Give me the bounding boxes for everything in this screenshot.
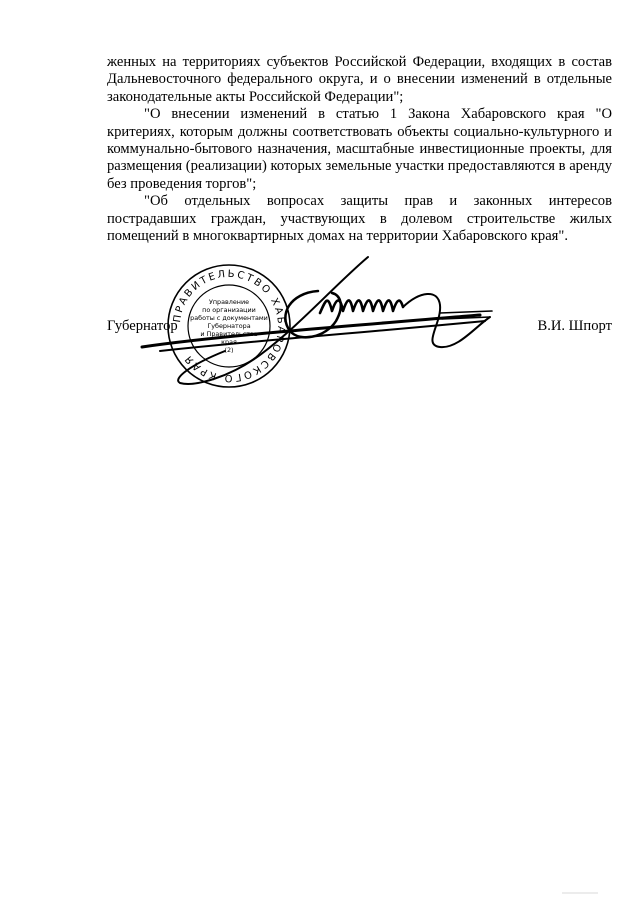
signatory-name: В.И. Шпорт [537,318,612,334]
stamp-line: и Правительства [200,330,258,338]
handwritten-signature [140,255,495,395]
stamp-line: (2) [224,346,234,354]
paragraph-law-amendment: "О внесении изменений в статью 1 Закона Хабаровского края "О критериях, которым должны соответствовать объекты социально-культурного и коммунально-бытового назначения, масштабные инвестиционные проекты, для размещения (реализации) которых земельные участки предоставляются в аренду без проведения торгов"; [107,106,612,192]
scan-artifact [562,891,598,895]
stamp-line: края [221,338,237,346]
stamp-line: Губернатора [207,322,251,330]
stamp-line: Управление [208,298,250,306]
signatory-title: Губернатор [107,318,178,334]
stamp-line: по организации [202,306,256,314]
document-body [107,54,612,245]
paragraph-continuation: женных на территориях субъектов Российской Федерации, входящих в состав Дальневосточного федерального округа, и о внесении изменений в отдельные законодательные акты Российской Федерации"; [107,54,612,105]
stamp-line: работы с документами [190,314,268,322]
paragraph-shared-construction: "Об отдельных вопросах защиты прав и законных интересов пострадавших граждан, участвующих в долевом строительстве жилых помещений в многоквартирных домах на территории Хабаровского края". [107,193,612,245]
stamp-ring-textpath: ПРАВИТЕЛЬСТВО ХАБАРОВСКОГО КРАЯ [171,268,287,384]
